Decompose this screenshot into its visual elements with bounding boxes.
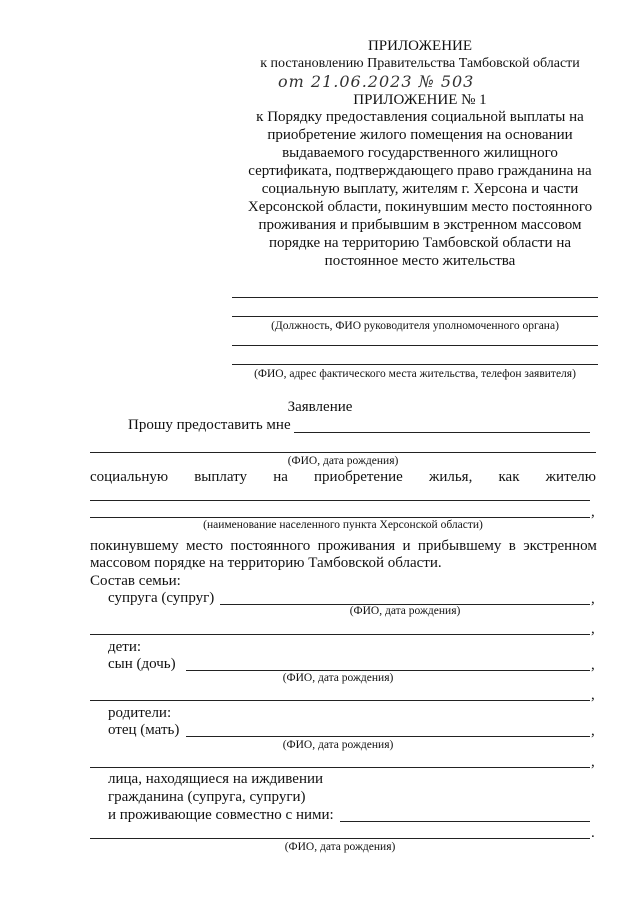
- order-line: постоянное место жительства: [324, 253, 516, 269]
- spouse-line-2[interactable]: [90, 634, 590, 635]
- children-label: дети:: [108, 639, 142, 655]
- comma: ,: [591, 621, 595, 637]
- comma: ,: [591, 657, 595, 673]
- period: .: [591, 825, 595, 841]
- request-name-line[interactable]: [294, 432, 590, 433]
- parent-line[interactable]: [186, 736, 590, 737]
- parent-caption: (ФИО, дата рождения): [282, 739, 394, 751]
- order-line: приобретение жилого помещения на основании: [267, 127, 573, 143]
- request-line-2[interactable]: [90, 452, 596, 453]
- child-line[interactable]: [186, 670, 590, 671]
- body-line-1: покинувшему место постоянного проживания и прибывшему в экстренном: [90, 538, 597, 554]
- locality-line-1[interactable]: [90, 500, 590, 501]
- family-title: Состав семьи:: [90, 573, 181, 589]
- locality-caption: (наименование населенного пункта Херсонской области): [203, 519, 483, 531]
- request-caption: (ФИО, дата рождения): [287, 455, 399, 467]
- dependents-caption: (ФИО, дата рождения): [284, 841, 396, 853]
- purpose-line: [90, 469, 596, 486]
- official-line-1[interactable]: [232, 297, 598, 298]
- appendix-subtitle: к постановлению Правительства Тамбовской области: [260, 56, 580, 71]
- child-label: сын (дочь): [108, 656, 176, 672]
- purpose-word: на: [273, 469, 288, 485]
- purpose-word: жилья,: [428, 469, 473, 485]
- parent-label: отец (мать): [108, 722, 180, 738]
- official-line-2[interactable]: [232, 316, 598, 317]
- official-caption: (Должность, ФИО руководителя уполномоченного органа): [271, 320, 559, 332]
- comma: ,: [591, 723, 595, 739]
- comma: ,: [591, 591, 595, 607]
- spouse-caption: (ФИО, дата рождения): [349, 605, 461, 617]
- handwritten-reference: от 21.06.2023 № 503: [278, 72, 475, 91]
- order-line: проживания и прибывшим в экстренном массовом: [258, 217, 582, 233]
- purpose-word: как: [498, 469, 520, 485]
- order-line: Херсонской области, покинувшим место постоянного: [247, 199, 593, 215]
- purpose-word: приобретение: [314, 469, 403, 485]
- applicant-caption: (ФИО, адрес фактического места жительства, телефон заявителя): [254, 368, 576, 380]
- purpose-word: жителю: [545, 469, 596, 485]
- comma: ,: [591, 754, 595, 770]
- order-line: порядке на территорию Тамбовской области на: [269, 235, 571, 251]
- comma: ,: [591, 504, 595, 520]
- dependents-label-3: и проживающие совместно с ними:: [108, 807, 334, 823]
- dependents-label-2: гражданина (супруга, супруги): [108, 789, 306, 805]
- child-caption: (ФИО, дата рождения): [282, 672, 394, 684]
- dependents-label-1: лица, находящиеся на иждивении: [108, 771, 324, 787]
- purpose-word: выплату: [194, 469, 248, 485]
- order-reference-block: [240, 108, 600, 270]
- statement-title: Заявление: [287, 399, 353, 415]
- parent-line-2[interactable]: [90, 767, 590, 768]
- child-line-2[interactable]: [90, 700, 590, 701]
- order-line: выдаваемого государственного жилищного: [282, 145, 558, 161]
- spouse-label: супруга (супруг): [108, 590, 215, 606]
- order-line: к Порядку предоставления социальной выплаты на: [256, 109, 584, 125]
- request-text: Прошу предоставить мне: [128, 417, 291, 433]
- dependents-line[interactable]: [340, 821, 590, 822]
- body-line-2: массовом порядке на территорию Тамбовской области.: [90, 555, 442, 571]
- parents-label: родители:: [108, 705, 172, 721]
- applicant-line-2[interactable]: [232, 364, 598, 365]
- purpose-word: социальную: [90, 469, 169, 485]
- order-line: социальную выплату, жителям г. Херсона и части: [261, 181, 579, 197]
- locality-line-2[interactable]: [90, 517, 590, 518]
- appendix-number: ПРИЛОЖЕНИЕ № 1: [353, 92, 487, 108]
- comma: ,: [591, 687, 595, 703]
- appendix-title: ПРИЛОЖЕНИЕ: [367, 38, 473, 54]
- dependents-line-2[interactable]: [90, 838, 590, 839]
- applicant-line-1[interactable]: [232, 345, 598, 346]
- order-line: сертификата, подтверждающего право гражданина на: [248, 163, 592, 179]
